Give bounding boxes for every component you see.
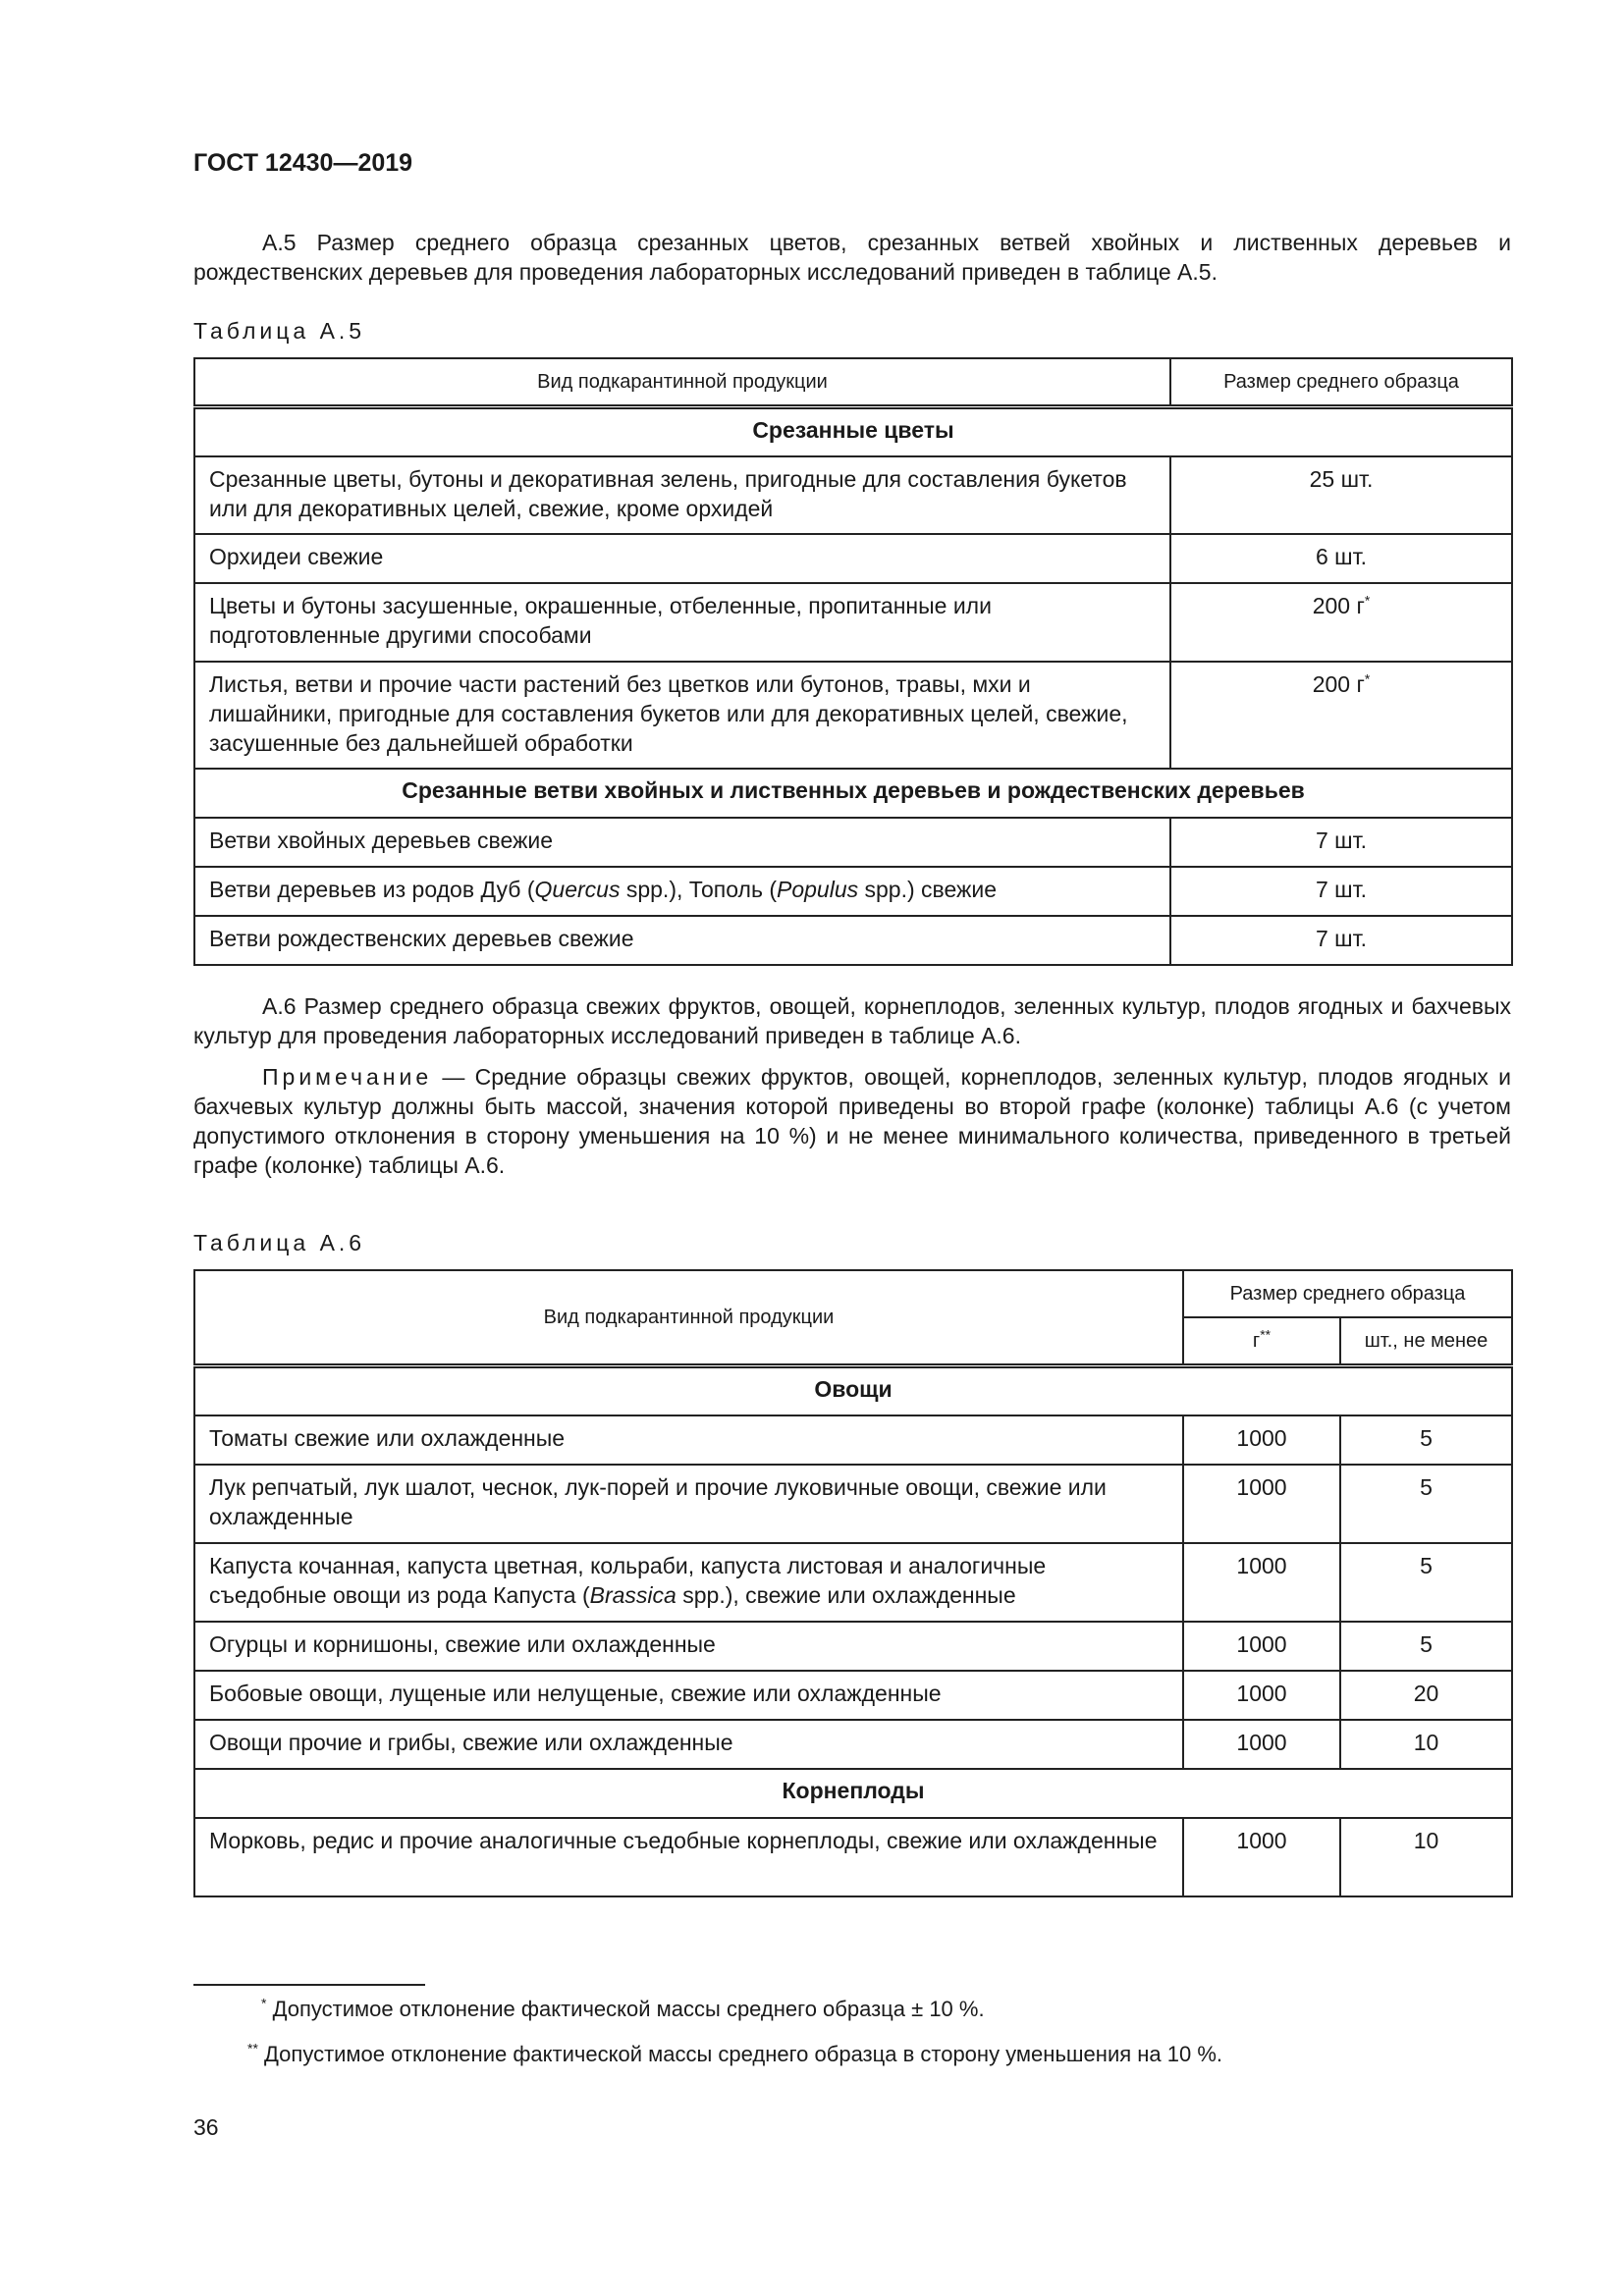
- paragraph-a5: А.5 Размер среднего образца срезанных цветов, срезанных ветвей хвойных и лиственных деревьев и рождественских деревьев для проведения лабораторных исследований приведен в таблице А.5.: [193, 230, 1511, 285]
- footnote-divider: [193, 1984, 425, 1986]
- paragraph-a6: А.6 Размер среднего образца свежих фруктов, овощей, корнеплодов, зеленных культур, плодов ягодных и бахчевых культур для проведения лабораторных исследований приведен в таблице А.6.: [193, 993, 1511, 1048]
- table-row: [194, 1818, 1512, 1896]
- table-row: [194, 1465, 1512, 1543]
- sample-size: [1170, 662, 1512, 769]
- grams-value: 1000: [1183, 1465, 1340, 1543]
- pieces-value: 10: [1340, 1818, 1512, 1896]
- grams-value: 1000: [1183, 1671, 1340, 1720]
- table-a6-section-title: Корнеплоды: [194, 1769, 1512, 1818]
- note-paragraph: [193, 1062, 1511, 1180]
- product-name: Овощи прочие и грибы, свежие или охлажденные: [194, 1720, 1183, 1769]
- table-a5-section-title: Срезанные ветви хвойных и лиственных деревьев и рождественских деревьев: [194, 769, 1512, 818]
- document-header: ГОСТ 12430—2019: [193, 149, 413, 177]
- table-row: [194, 867, 1512, 916]
- product-name: Ветви хвойных деревьев свежие: [194, 818, 1170, 867]
- sample-size-value: 200 г: [1312, 592, 1365, 618]
- table-row: [194, 1543, 1512, 1622]
- product-name: [194, 867, 1170, 916]
- table-a6-header-product: Вид подкарантинной продукции: [194, 1270, 1183, 1366]
- pieces-value: 20: [1340, 1671, 1512, 1720]
- footnote-1: [261, 1997, 985, 2022]
- table-a6-section-title: Овощи: [194, 1366, 1512, 1415]
- name-part: spp.), Тополь (: [620, 876, 777, 902]
- table-a5-section-title: Срезанные цветы: [194, 407, 1512, 456]
- name-part: spp.) свежие: [858, 876, 998, 902]
- product-name: Бобовые овощи, лущеные или нелущеные, свежие или охлажденные: [194, 1671, 1183, 1720]
- table-a5-header-product: Вид подкарантинной продукции: [194, 358, 1170, 407]
- product-name: Ветви рождественских деревьев свежие: [194, 916, 1170, 965]
- table-row: [194, 1720, 1512, 1769]
- footnote-mark: **: [1260, 1326, 1272, 1343]
- product-name: Томаты свежие или охлажденные: [194, 1415, 1183, 1465]
- grams-value: 1000: [1183, 1415, 1340, 1465]
- pieces-value: 5: [1340, 1622, 1512, 1671]
- sample-size: 7 шт.: [1170, 867, 1512, 916]
- footnote-mark: *: [261, 1995, 267, 2011]
- table-row: [194, 1622, 1512, 1671]
- grams-value: 1000: [1183, 1622, 1340, 1671]
- pieces-value: 5: [1340, 1543, 1512, 1622]
- table-a6-header-grams: [1183, 1317, 1340, 1366]
- footnote-2: [247, 2042, 1222, 2067]
- product-name: [194, 1543, 1183, 1622]
- product-name: Орхидеи свежие: [194, 534, 1170, 583]
- latin-name: Quercus: [534, 876, 621, 902]
- page-number: 36: [193, 2114, 219, 2140]
- latin-name: Brassica: [589, 1581, 677, 1608]
- table-row: [194, 818, 1512, 867]
- pieces-value: 5: [1340, 1415, 1512, 1465]
- note-label: Примечание: [262, 1064, 433, 1090]
- table-a6: [193, 1269, 1513, 1897]
- product-name: Срезанные цветы, бутоны и декоративная зелень, пригодные для составления букетов или для декоративных целей, свежие, кроме орхидей: [194, 456, 1170, 534]
- product-name: Лук репчатый, лук шалот, чеснок, лук-порей и прочие луковичные овощи, свежие или охлажденные: [194, 1465, 1183, 1543]
- sample-size-value: 200 г: [1312, 670, 1365, 697]
- name-part: Ветви деревьев из родов Дуб (: [209, 876, 535, 902]
- grams-label: г: [1252, 1330, 1261, 1352]
- table-row: [194, 534, 1512, 583]
- pieces-value: 10: [1340, 1720, 1512, 1769]
- footnote-mark: *: [1364, 591, 1371, 608]
- latin-name: Populus: [777, 876, 859, 902]
- table-a6-header-size: Размер среднего образца: [1183, 1270, 1512, 1317]
- sample-size: 7 шт.: [1170, 916, 1512, 965]
- sample-size: 25 шт.: [1170, 456, 1512, 534]
- note-text: — Средние образцы свежих фруктов, овощей, корнеплодов, зеленных культур, плодов ягодных и бахчевых культур должны быть массой, значения которой приведены во второй графе (колонке) таблицы А.6 (с учетом допустимого отклонения в сторону уменьшения на 10 %) и не менее минимального количества, приведенного в третьей графе (колонке) таблицы А.6.: [193, 1064, 1511, 1178]
- table-a5-header-size: Размер среднего образца: [1170, 358, 1512, 407]
- table-a6-caption: Таблица А.6: [193, 1230, 366, 1255]
- grams-value: 1000: [1183, 1720, 1340, 1769]
- footnote-text: Допустимое отклонение фактической массы среднего образца в сторону уменьшения на 10 %.: [257, 2042, 1223, 2066]
- grams-value: 1000: [1183, 1543, 1340, 1622]
- product-name: Цветы и бутоны засушенные, окрашенные, отбеленные, пропитанные или подготовленные другими способами: [194, 583, 1170, 662]
- table-a5: [193, 357, 1513, 966]
- footnote-mark: **: [247, 2040, 258, 2056]
- table-row: [194, 662, 1512, 769]
- name-part: spp.), свежие или охлажденные: [676, 1581, 1016, 1608]
- grams-value: 1000: [1183, 1818, 1340, 1896]
- table-row: [194, 1671, 1512, 1720]
- pieces-value: 5: [1340, 1465, 1512, 1543]
- product-name: Морковь, редис и прочие аналогичные съедобные корнеплоды, свежие или охлажденные: [194, 1818, 1183, 1896]
- table-a5-caption: Таблица А.5: [193, 318, 366, 344]
- footnote-text: Допустимое отклонение фактической массы среднего образца ± 10 %.: [266, 1997, 985, 2021]
- table-row: [194, 456, 1512, 534]
- table-row: [194, 583, 1512, 662]
- name-part: Капуста кочанная, капуста цветная, кольраби, капуста листовая и аналогичные съедобные овощи из рода Капуста (: [209, 1552, 1047, 1608]
- product-name: Огурцы и корнишоны, свежие или охлажденные: [194, 1622, 1183, 1671]
- footnote-mark: *: [1364, 669, 1371, 686]
- table-a6-header-pieces: шт., не менее: [1340, 1317, 1512, 1366]
- table-row: [194, 916, 1512, 965]
- sample-size: 6 шт.: [1170, 534, 1512, 583]
- product-name: Листья, ветви и прочие части растений без цветков или бутонов, травы, мхи и лишайники, пригодные для составления букетов или для декоративных целей, свежие, засушенные без дальнейшей обработки: [194, 662, 1170, 769]
- sample-size: 7 шт.: [1170, 818, 1512, 867]
- sample-size: [1170, 583, 1512, 662]
- table-row: [194, 1415, 1512, 1465]
